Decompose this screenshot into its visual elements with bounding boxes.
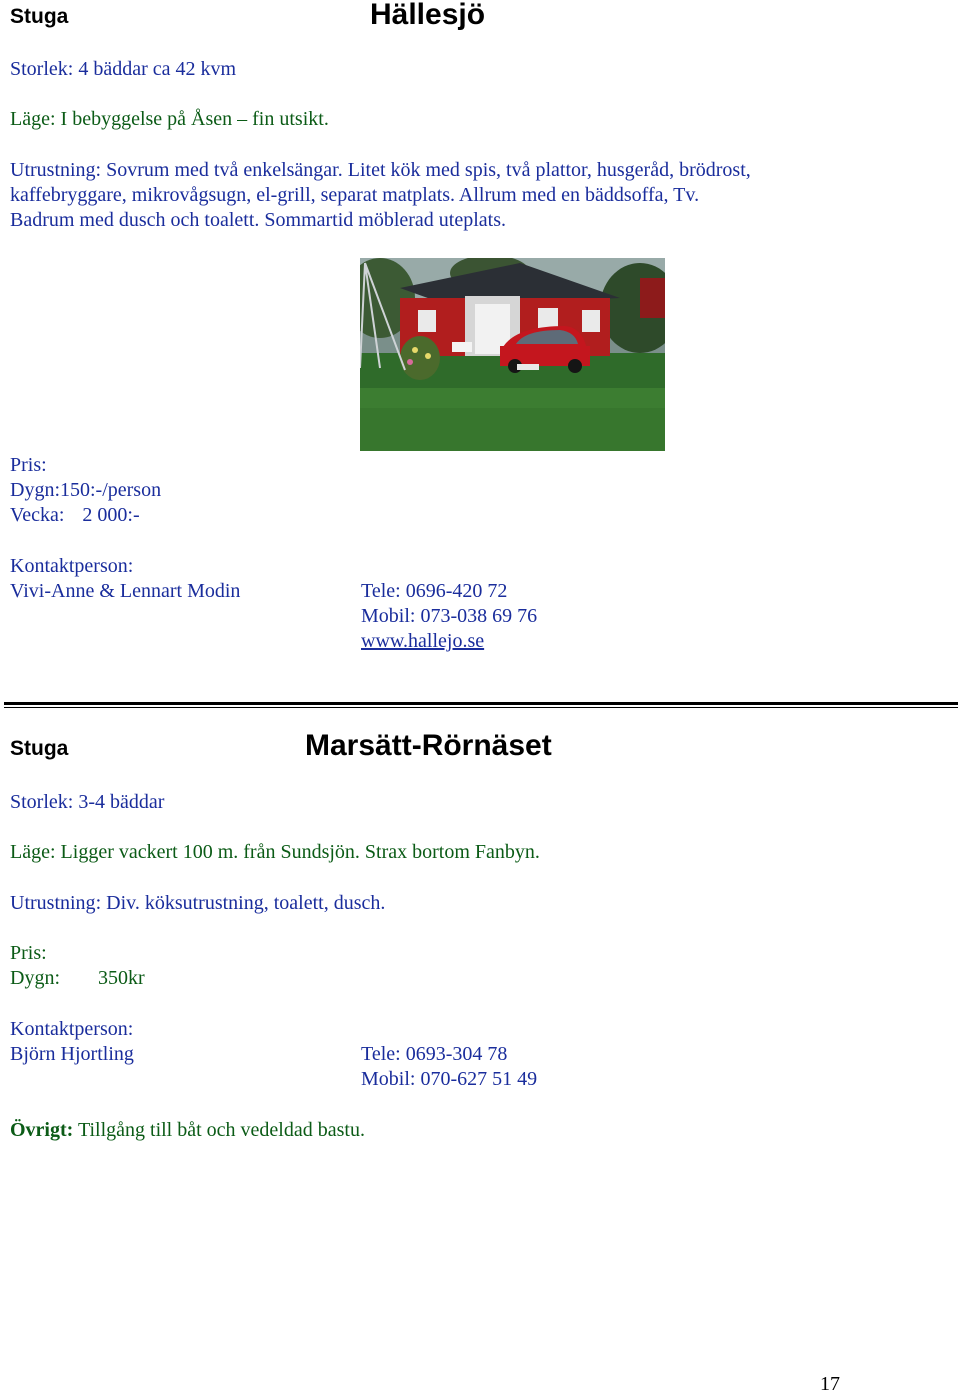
contact-label: Kontaktperson:	[10, 555, 134, 577]
equipment-label: Utrustning	[10, 892, 96, 914]
mobile: Mobil: 070-627 51 49	[361, 1068, 538, 1090]
price-day-label: Dygn:	[10, 967, 60, 989]
listing1-location	[10, 107, 329, 132]
size-label: Storlek	[10, 58, 68, 80]
page-number: 17	[820, 1373, 840, 1395]
contact-label: Kontaktperson:	[10, 1018, 134, 1040]
location-value: I bebyggelse på Åsen – fin utsikt.	[55, 108, 329, 130]
listing2-equipment	[10, 891, 385, 916]
location-value: : Ligger vackert 100 m. från Sundsjön. Strax bortom Fanbyn.	[49, 841, 540, 863]
equipment-line3: Badrum med dusch och toalett. Sommartid möblerad uteplats.	[10, 209, 507, 231]
listing1-price	[10, 453, 161, 528]
other-value: Tillgång till båt och vedeldad bastu.	[73, 1119, 365, 1141]
website-link[interactable]: www.hallejo.se	[361, 630, 485, 652]
listing1-phones	[361, 579, 537, 654]
listing2-phones	[361, 1042, 537, 1092]
price-day-value: 350kr	[98, 967, 145, 989]
listing2-location	[10, 840, 540, 865]
price-week-value: 2 000:-	[82, 504, 140, 526]
price-week-label: Vecka:	[10, 504, 65, 526]
equipment-label: Utrustning:	[10, 159, 102, 181]
cabin-photo	[360, 258, 665, 451]
contact-name: Björn Hjortling	[10, 1043, 134, 1065]
listing2-type: Stuga	[10, 737, 69, 760]
other-label: Övrigt:	[10, 1119, 74, 1141]
listing2-price	[10, 941, 145, 991]
price-label: Pris:	[10, 454, 47, 476]
phone: Tele: 0693-304 78	[361, 1043, 508, 1065]
listing1-contact	[10, 554, 240, 604]
listing2-size	[10, 790, 164, 815]
listing1-title: Hällesjö	[370, 0, 486, 31]
mobile: Mobil: 073-038 69 76	[361, 605, 538, 627]
listing1-type: Stuga	[10, 5, 69, 28]
price-label: Pris	[10, 942, 42, 964]
price-day: Dygn:150:-/person	[10, 479, 162, 501]
contact-name: Vivi-Anne & Lennart Modin	[10, 580, 241, 602]
price-colon: :	[41, 942, 47, 964]
equipment-line1: Sovrum med två enkelsängar. Litet kök med spis, två plattor, husgeråd, brödrost,	[101, 159, 751, 181]
location-label: Läge	[10, 841, 50, 863]
equipment-line2: kaffebryggare, mikrovågsugn, el-grill, separat matplats. Allrum med en bäddsoffa, Tv.	[10, 184, 700, 206]
section-divider	[4, 702, 958, 708]
phone: Tele: 0696-420 72	[361, 580, 508, 602]
size-value: : 4 bäddar ca 42 kvm	[67, 58, 237, 80]
listing1-size	[10, 57, 236, 82]
size-label: Storlek	[10, 791, 68, 813]
listing2-title: Marsätt-Rörnäset	[305, 729, 552, 762]
equipment-value: : Div. köksutrustning, toalett, dusch.	[95, 892, 386, 914]
listing2-contact	[10, 1017, 134, 1067]
listing1-equipment	[10, 158, 751, 233]
location-label: Läge:	[10, 108, 56, 130]
listing2-other	[10, 1118, 365, 1143]
size-value: : 3-4 bäddar	[67, 791, 165, 813]
